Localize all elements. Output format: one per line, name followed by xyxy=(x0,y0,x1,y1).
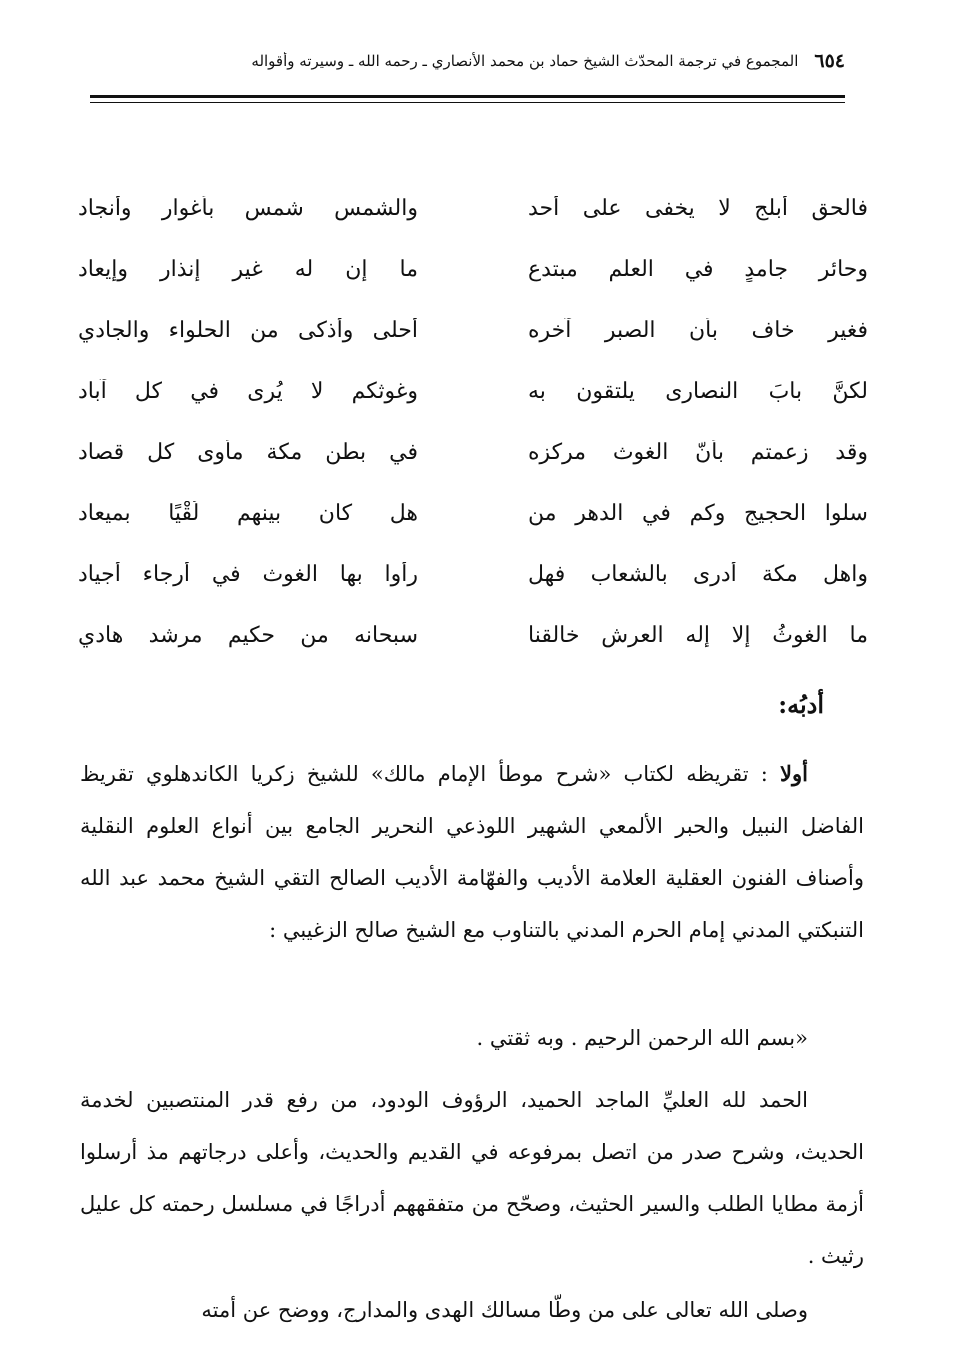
verse-first-hemistich: سلوا الحجيج وكم في الدهر من xyxy=(528,501,868,526)
page-header xyxy=(90,44,845,78)
page-number: ٦٥٤ xyxy=(814,50,845,72)
verse-second-hemistich: سبحانه من حكيم مرشد هادي xyxy=(78,623,418,648)
header-rule-thin xyxy=(90,102,845,103)
poem-verse xyxy=(78,361,868,422)
poem-verse xyxy=(78,605,868,666)
basmala-text: «بسم الله الرحمن الرحيم . وبه ثقتي . xyxy=(476,1026,808,1050)
paragraph-text: وصلى الله تعالى على من وطّا مسالك الهدى والمدارج، ووضح عن أمته xyxy=(201,1298,808,1322)
section-heading: أدبُه: xyxy=(778,690,824,719)
poem-verse xyxy=(78,300,868,361)
poem-verse xyxy=(78,544,868,605)
paragraph-text: : تقريظه لكتاب «شرح موطأ الإمام مالك» للشيخ زكريا الكاندهلوي تقريظ الفاضل النبيل والحبر الألمعي الشهير اللوذعي النحرير الجامع بين أنواع العلوم النقلية وأصناف الفنون العقلية العلامة الأديب والفهّامة الأديب الصالح التقي الشيخ محمد عبد الله التنبكتي المدني إمام الحرم المدني بالتناوب مع الشيخ صالح الزغيبي : xyxy=(80,762,864,942)
verse-first-hemistich: وقد زعمتم بأنّ الغوث مركزه xyxy=(528,440,868,465)
paragraph-lead-word: أولا xyxy=(780,761,808,786)
verse-first-hemistich: لكنَّ بابَ النصارى يلتقون به xyxy=(528,379,868,404)
verse-first-hemistich: فغير خاف بأن الصبر آخره xyxy=(528,318,868,343)
verse-second-hemistich: هل كان بينهم لُقْيًا بميعاد xyxy=(78,501,418,526)
poem xyxy=(78,178,868,666)
verse-first-hemistich: واهل مكة أدرى بالشعاب فهل xyxy=(528,562,868,587)
verse-second-hemistich: والشمس شمس بأغوار وأنجاد xyxy=(78,196,418,221)
poem-verse xyxy=(78,239,868,300)
verse-first-hemistich: ما الغوثُ إلا إله العرش خالقنا xyxy=(528,623,868,648)
verse-first-hemistich: وحائر جامدٍ في العلم مبتدع xyxy=(528,257,868,282)
poem-verse xyxy=(78,483,868,544)
verse-second-hemistich: أحلى وأذكى من الحلواء والجادي xyxy=(78,318,418,343)
poem-verse xyxy=(78,422,868,483)
running-title: المجموع في ترجمة المحدّث الشيخ حماد بن محمد الأنصاري ـ رحمه الله ـ وسيرته وأقواله xyxy=(251,52,799,70)
verse-first-hemistich: فالحق أبلج لا يخفى على أحد xyxy=(528,196,868,221)
verse-second-hemistich: رأوا بها الغوث في أرجاء أجياد xyxy=(78,562,418,587)
verse-second-hemistich: ما إن له غير إنذار وإيعاد xyxy=(78,257,418,282)
poem-verse xyxy=(78,178,868,239)
verse-second-hemistich: وغوثكم لا يُرى في كل آباد xyxy=(78,379,418,404)
paragraph-basmala xyxy=(80,1012,864,1064)
header-rule xyxy=(90,95,845,98)
paragraph-taqriz-intro xyxy=(80,748,864,956)
paragraph-salat xyxy=(80,1284,864,1336)
paragraph-text: الحمد لله العليِّ الماجد الحميد، الرؤوف الودود، من رفع قدر المنتصبين لخدمة الحديث، وشرح صدر من اتصل بمرفوعه في القديم والحديث، وأعلى درجاتهم مذ أرسلوا أزمة مطايا الطلب والسير الحثيث، وصحّح من متفقههم أدراجًا في مسلسل رحمته كل عليل رثيث . xyxy=(80,1088,864,1268)
paragraph-hamd xyxy=(80,1074,864,1282)
verse-second-hemistich: في بطن مكة مأوى كل قصاد xyxy=(78,440,418,465)
